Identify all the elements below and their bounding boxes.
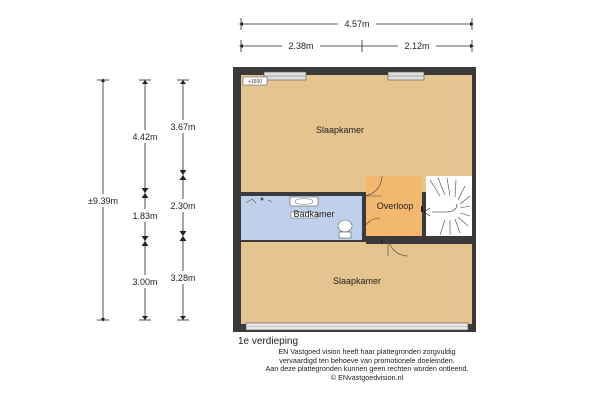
dimension-depth-col2 xyxy=(126,80,164,320)
dimension-label-total-width: 4.57m xyxy=(344,19,370,29)
floor-plan-walls xyxy=(233,67,476,332)
window-bottom xyxy=(246,323,468,330)
dimension-label-col3-bottom: 3.28m xyxy=(170,273,196,283)
room-label-slaapkamer-bottom: Slaapkamer xyxy=(332,276,382,286)
dimension-label-col3-mid: 2.30m xyxy=(170,201,196,211)
disclaimer xyxy=(222,348,512,382)
height-marker xyxy=(243,77,267,85)
room-label-badkamer: Badkamer xyxy=(293,209,335,219)
dimension-depth-col3 xyxy=(164,80,202,320)
dimension-total-depth xyxy=(82,80,124,320)
dimension-label-col3-top: 3.67m xyxy=(170,122,196,132)
dimension-total-width xyxy=(241,17,472,30)
dimension-width-split xyxy=(241,39,472,52)
floor-label: 1e verdieping xyxy=(238,336,299,347)
height-marker-label: +1600 xyxy=(247,79,263,85)
dimension-label-col2-bottom: 3.00m xyxy=(132,277,158,287)
dimension-label-width-right: 2.12m xyxy=(404,41,430,51)
dimension-label-col2-mid: 1.83m xyxy=(132,211,158,221)
disclaimer-line: EN Vastgoed vision heeft haar plattegronden zorgvuldig xyxy=(278,347,456,356)
dimension-label-total-depth: ±9.39m xyxy=(88,196,118,206)
disclaimer-line: Aan deze plattegronden kunnen geen rechten worden ontleend. xyxy=(265,364,469,374)
room-label-overloop: Overloop xyxy=(376,201,414,211)
room-label-slaapkamer-top: Slaapkamer xyxy=(315,125,365,135)
disclaimer-line: vervaardigd ten behoeve van promotionele doeleinden. xyxy=(279,355,455,365)
dimension-label-width-left: 2.38m xyxy=(288,41,314,51)
disclaimer-line: © ENvastgoedvision.nl xyxy=(330,372,404,382)
dimension-label-col2-top: 4.42m xyxy=(132,132,158,142)
